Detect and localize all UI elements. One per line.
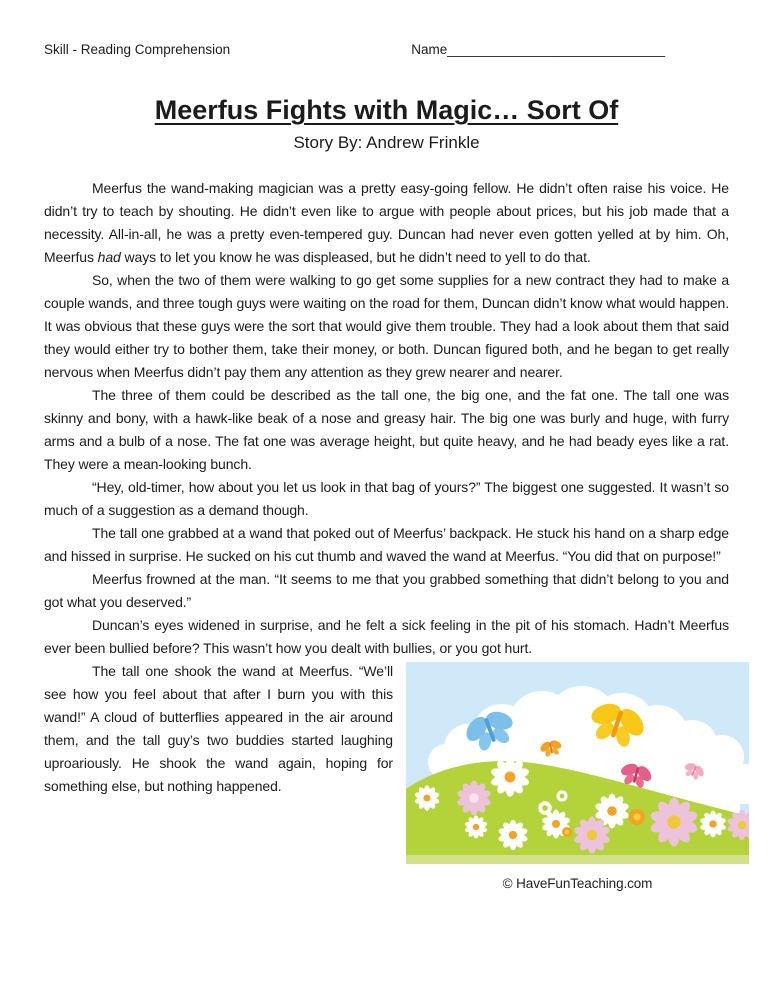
orange-flower-center [634,814,641,821]
meadow-illustration-svg [406,662,749,864]
story-paragraph-7: Duncan’s eyes widened in surprise, and he felt a sick feeling in the pit of his stomach. Hadn’t Meerfus ever been bullied before? This wasn’t how you dealt with bullies, or you got hurt. [44,617,729,656]
story-paragraph-6: Meerfus frowned at the man. “It seems to me that you grabbed something that didn’t belong to you and got what you deserved.” [44,571,729,610]
name-field [411,42,665,57]
story-paragraph-8: The tall one shook the wand at Meerfus. “We’ll see how you feel about that after I burn you with this wand!” A cloud of butterflies appeared in the air around them, and the tall guy’s two buddies started laughing uproariously. He shook the wand again, hoping for something else, but nothing happened. [44,663,393,794]
name-blank-line: _____________________________ [447,42,665,57]
story-text [44,177,729,891]
story-paragraph-5: The tall one grabbed at a wand that poked out of Meerfus’ backpack. He stuck his hand on a sharp edge and hissed in surprise. He sucked on his cut thumb and waved the wand at Meerfus. “You did that on purpose!” [44,525,729,564]
page-title: Meerfus Fights with Magic… Sort Of [154,95,619,125]
skill-label: Skill - Reading Comprehension [44,42,231,57]
story-paragraph-4: “Hey, old-timer, how about you let us look in that bag of yours?” The biggest one suggested. It wasn’t so much of a suggestion as a demand though. [44,479,729,518]
story-author: Story By: Andrew Frinkle [293,133,480,152]
story-paragraph-3: The three of them could be described as the tall one, the big one, and the fat one. The tall one was skinny and bony, with a hawk-like beak of a nose and greasy hair. The big one was burly and huge, with furry arms and a bulb of a nose. The fat one was average height, but quite heavy, and he had beady eyes like a rat. They were a mean-looking bunch. [44,387,729,472]
story-paragraph-1 [44,177,729,269]
paragraph-text: ways to let you know he was displeased, but he didn’t need to yell to do that. [120,249,591,265]
name-label: Name [411,42,448,57]
grass-strip [406,855,749,864]
orange-flower-center [565,830,569,834]
meadow-illustration [406,662,749,895]
copyright-credit: © HaveFunTeaching.com [502,876,653,891]
paragraph-text: Meerfus the wand-making magician was a pretty easy-going fellow. He didn’t often raise his voice. He didn’t try to teach by shouting. He didn’t even like to argue with people about prices, but his job made that a necessity. All-in-all, he was a pretty even-tempered guy. Duncan had never even gotten yelled at by him. Oh, Meerfus [44,180,729,265]
story-paragraph-2: So, when the two of them were walking to go get some supplies for a new contract they had to make a couple wands, and three tough guys were waiting on the road for them, Duncan didn’t know what would happen. It was obvious that these guys were the sort that would give them trouble. They had a look about them that said they would either try to bother them, take their money, or both. Duncan figured both, and he began to get really nervous when Meerfus didn’t pay them any attention as they grew nearer and nearer. [44,272,729,380]
italic-word: had [97,249,121,265]
page-header [44,42,729,57]
